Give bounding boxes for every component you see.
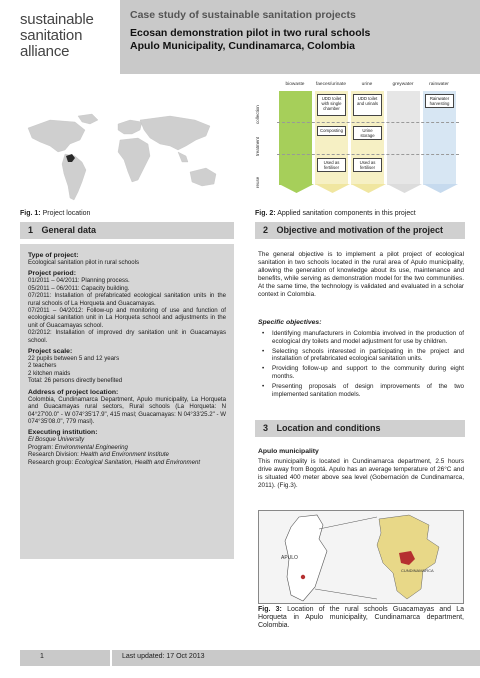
scale-line-1: 22 pupils between 5 and 12 years [28, 355, 120, 363]
header-title-line-2: Apulo Municipality, Cundinamarca, Colombia [130, 40, 355, 52]
matrix-box-urine-storage: Urine storage [353, 126, 382, 140]
scale-line-2: 2 teachers [28, 362, 57, 370]
fig3-text: Location of the rural schools Guacamayas and La Horqueta in Apulo municipality, Cundinamarca department, Colombia. [258, 606, 464, 629]
footer [0, 650, 480, 666]
section-2-number: 2 [263, 225, 269, 235]
specific-objectives-title: Specific objectives: [258, 319, 322, 326]
matrix-col-biowaste: biowaste [285, 82, 305, 87]
exec-program-label: Program: [28, 443, 55, 451]
matrix-col-rainwater: rainwater [429, 82, 449, 87]
objective-bullet-4: • Presenting proposals of design improvements of the two implemented sanitation models. [258, 383, 464, 399]
fig1-text: Project location [42, 210, 91, 217]
matrix-divider-1 [277, 122, 459, 123]
objective-intro: The general objective is to implement a pilot project of ecological sanitation in two schools located in the rural area of Apulo municipality, allowing the generation of knowledge about its use, maintenance and benefits, while serving as demonstration model for the two communities. At the same time, the technology is validated and evaluated in a scholar context in Colombia. [258, 251, 464, 298]
section-1-header [20, 222, 234, 239]
header-band [120, 0, 480, 74]
section-3-number: 3 [263, 423, 269, 433]
period-line-3: 07/2011: Installation of prefabricated ecological sanitation units in the rural schools of La Horqueta and Guacamayas. [28, 292, 226, 307]
scale-title: Project scale: [28, 348, 73, 356]
last-updated: Last updated: 17 Oct 2013 [112, 650, 480, 666]
matrix-box-udd-toilet: UDD toilet with single chamber [317, 94, 346, 116]
objective-bullet-3: • Providing follow-up and support to the community during eight months. [258, 365, 464, 381]
objective-bullet-2: • Selecting schools interested in participating in the project and installation of prefabricated ecological sanitation units. [258, 348, 464, 364]
matrix-arrow-biowaste [279, 91, 312, 185]
section-2-title: Objective and motivation of the project [276, 225, 444, 235]
section-2-header [255, 222, 465, 239]
matrix-col-urine: urine [361, 82, 373, 87]
matrix-box-urine-fertiliser: Used as fertiliser [353, 158, 382, 172]
period-line-4: 07/2011 – 04/2012: Follow-up and monitoring of use and function of ecological sanitation unit in La Horqueta school and adjustments in the unit of Guacamayas school. [28, 307, 226, 329]
matrix-bg-greywater [387, 91, 420, 185]
exec-program-value: Environmental Engineering [54, 443, 128, 451]
fig3-caption [258, 606, 464, 630]
fig1-label: Fig. 1: [20, 210, 41, 217]
world-map-svg [20, 110, 230, 210]
matrix-row-collection: collection [255, 105, 260, 124]
specific-objectives-list [258, 330, 464, 400]
exec-program [28, 444, 226, 451]
period-line-2: 05/2011 – 06/2011: Capacity building. [28, 284, 130, 292]
logo [0, 0, 122, 74]
logo-line-2: sanitation [20, 27, 83, 44]
scale-line-3: 2 kitchen maids [28, 369, 71, 377]
apulo-subhead: Apulo municipality [258, 448, 319, 455]
general-data-box [20, 244, 234, 559]
matrix-box-udd-urinal: UDD toilet and urinals [353, 94, 382, 116]
page-number: 1 [20, 650, 110, 666]
exec-group-value: Ecological Sanitation, Health and Environment [74, 458, 201, 466]
exec-division-label: Research Division: [28, 451, 81, 459]
logo-line-3: alliance [20, 43, 70, 60]
matrix-row-reuse: reuse [255, 176, 260, 188]
matrix-box-rainwater: Rainwater harvesting [425, 94, 454, 108]
header-kicker: Case study of sustainable sanitation projects [130, 9, 356, 21]
section-3-title: Location and conditions [276, 423, 381, 433]
map-label-apulo: APULO [281, 555, 298, 561]
fig3-label: Fig. 3: [258, 606, 282, 613]
fig2-text: Applied sanitation components in this project [277, 210, 416, 217]
address-text: Colombia, Cundinamarca Department, Apulo municipality, La Horqueta and Guacamayas rural sectors, Rural schools (La Horqueta: N 04°27'00.0" - W 074°35'17.9", 415 masl; Guacamayas: N 04°33'25.2" - W 074°35'08.0", 779 masl). [28, 395, 226, 425]
section-1-number: 1 [28, 225, 34, 235]
fig2-label: Fig. 2: [255, 210, 276, 217]
matrix-arrows [277, 184, 463, 194]
sanitation-matrix [255, 82, 475, 202]
fig2-caption [255, 210, 416, 217]
matrix-box-faeces-fertiliser: Used as fertiliser [317, 158, 346, 172]
matrix-box-composting: Composting [317, 126, 346, 136]
exec-division-value: Health and Environment Institute [80, 451, 169, 459]
section-3-header [255, 420, 465, 437]
matrix-col-greywater: greywater [392, 82, 414, 87]
type-text: Ecological sanitation pilot in rural schools [28, 259, 140, 266]
matrix-divider-2 [277, 154, 459, 155]
period-line-1: 01/2011 – 04/2011: Planning process. [28, 277, 130, 285]
exec-institution: El Bosque University [28, 436, 85, 444]
world-map [20, 110, 230, 210]
section-1-title: General data [41, 225, 97, 235]
scale-line-4: Total: 26 persons directly benefited [28, 377, 123, 385]
matrix-row-treatment: treatment [255, 136, 260, 156]
apulo-marker [301, 575, 305, 579]
location-text: This municipality is located in Cundinamarca department, 2.5 hours drive away from Bogotá. Apulo has an average temperature of 26°C and is situated 400 meter above sea level (Gobernación de Cundinamarca, 2011). (Fig.3). [258, 458, 464, 489]
objective-bullet-1: • Identifying manufacturers in Colombia involved in the production of ecological dry toilets and model adjustment for use by children. [258, 330, 464, 346]
type-title: Type of project: [28, 252, 79, 259]
exec-group [28, 459, 226, 466]
exec-division [28, 451, 226, 458]
header-title-line-1: Ecosan demonstration pilot in two rural schools [130, 27, 371, 39]
period-title: Project period: [28, 270, 76, 278]
exec-title: Executing institution: [28, 429, 98, 437]
colombia-map [258, 510, 464, 604]
logo-line-1: sustainable [20, 11, 94, 28]
address-title: Address of project location: [28, 388, 119, 396]
fig1-caption [20, 210, 90, 217]
matrix-col-faeces: faeces/urinate [315, 82, 347, 87]
period-line-5: 02/2012: Installation of improved dry sanitation unit in Guacamayas school. [28, 329, 226, 344]
exec-group-label: Research group: [28, 458, 75, 466]
map-label-cundinamarca: CUNDINAMARCA [401, 568, 434, 573]
